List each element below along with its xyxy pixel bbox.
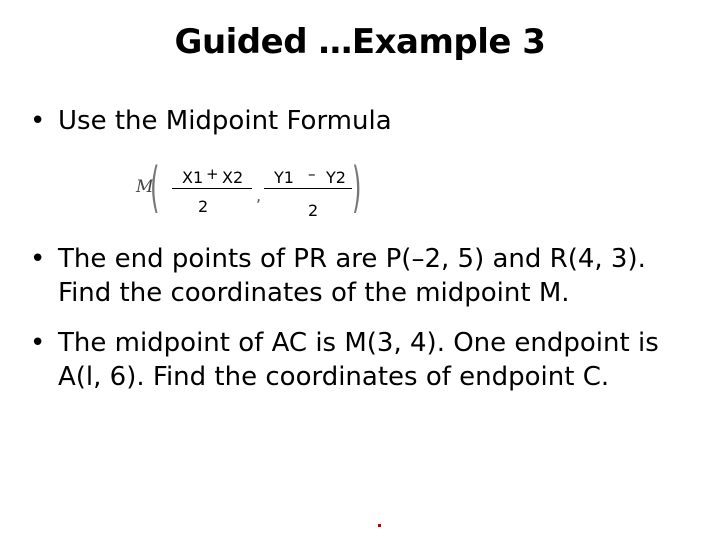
bullet-symbol: • xyxy=(30,106,46,136)
bullet-problem-endpoints xyxy=(30,242,680,310)
bullet-text: The end points of PR are P(–2, 5) and R(4, 3). Find the coordinates of the midpoint M. xyxy=(58,244,646,308)
formula-left-paren: ( xyxy=(150,156,160,219)
slide-title: Guided …Example 3 xyxy=(174,22,546,62)
bullet-symbol: • xyxy=(30,328,46,358)
formula-y2: Y2 xyxy=(326,168,346,187)
formula-x-fraction-bar xyxy=(172,188,252,189)
bullet-problem-midpoint xyxy=(30,326,680,394)
formula-symbol-m: M xyxy=(136,177,154,197)
midpoint-formula xyxy=(0,0,720,240)
bullet-text: Use the Midpoint Formula xyxy=(58,106,392,136)
formula-y-fraction-bar xyxy=(264,188,352,189)
formula-plus-sign: + xyxy=(206,165,219,183)
formula-comma: , xyxy=(256,186,262,205)
formula-x-denominator: 2 xyxy=(198,197,209,216)
bullet-symbol: • xyxy=(30,244,46,274)
bullet-text: The midpoint of AC is M(3, 4). One endpoint is A(l, 6). Find the coordinates of endpoint C. xyxy=(58,328,659,392)
slide-marker-dot xyxy=(378,524,381,527)
formula-right-paren: ) xyxy=(352,156,362,219)
formula-x1: X1 xyxy=(182,168,204,187)
formula-x2: X2 xyxy=(222,168,244,187)
formula-minus-sign: – xyxy=(308,165,316,183)
formula-y1: Y1 xyxy=(274,168,294,187)
formula-y-denominator: 2 xyxy=(308,201,319,220)
